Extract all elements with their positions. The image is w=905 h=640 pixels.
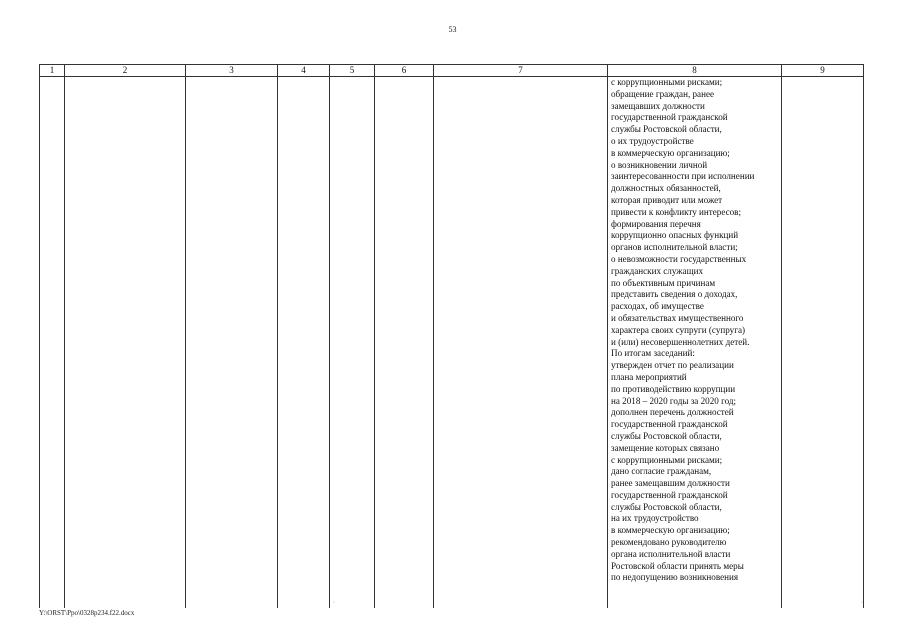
text-line: по объективным причинам xyxy=(611,277,716,288)
column-header-3: 3 xyxy=(186,65,278,77)
cell-col3 xyxy=(186,77,278,609)
cell-col9 xyxy=(782,77,864,609)
cell-col6 xyxy=(375,77,434,609)
page-number: 53 xyxy=(448,25,457,34)
text-line: характера своих супруги (супруга) xyxy=(611,324,746,335)
report-table xyxy=(39,64,864,608)
text-line: Ростовской области принять меры xyxy=(611,560,744,571)
text-line: по недопущению возникновения xyxy=(611,572,739,583)
text-line: рекомендовано руководителю xyxy=(611,537,727,548)
cell-col7 xyxy=(434,77,608,609)
cell-col5 xyxy=(330,77,375,609)
text-line: расходах, об имуществе xyxy=(611,301,704,312)
text-line: с коррупционными рисками; xyxy=(611,77,723,87)
text-line: государственной гражданской xyxy=(611,419,728,430)
text-line: привести к конфликту интересов; xyxy=(611,206,741,217)
text-line: службы Ростовской области, xyxy=(611,501,722,512)
cell-col8 xyxy=(608,77,782,609)
cell-col4 xyxy=(278,77,330,609)
text-line: государственной гражданской xyxy=(611,489,728,500)
text-line: на их трудоустройство xyxy=(611,513,699,524)
text-line: дополнен перечень должностей xyxy=(611,407,734,418)
text-line: утвержден отчет по реализации xyxy=(611,360,734,371)
column-header-8: 8 xyxy=(608,65,782,77)
text-line: дано согласие гражданам, xyxy=(611,466,712,477)
text-line: плана мероприятий xyxy=(611,371,687,382)
column-header-6: 6 xyxy=(375,65,434,77)
column-header-9: 9 xyxy=(782,65,864,77)
text-line: которая приводит или может xyxy=(611,194,723,205)
text-line: ранее замещавшим должности xyxy=(611,478,730,489)
column-header-2: 2 xyxy=(65,65,186,77)
text-line: государственной гражданской xyxy=(611,112,728,123)
text-line: на 2018 – 2020 годы за 2020 год; xyxy=(611,395,737,406)
footer-file-path: Y:\ORST\Ppo\0328p234.f22.docx xyxy=(39,609,135,617)
text-line: коррупционно опасных функций xyxy=(611,230,739,241)
column-number-row xyxy=(40,65,864,77)
column-header-1: 1 xyxy=(40,65,65,77)
text-line: с коррупционными рисками; xyxy=(611,454,723,465)
text-line: должностных обязанностей, xyxy=(611,183,721,194)
text-line: замещавших должности xyxy=(611,100,705,111)
stray-mark: · xyxy=(333,600,335,606)
text-line: и обязательствах имущественного xyxy=(611,312,744,323)
column-header-5: 5 xyxy=(330,65,375,77)
text-line: о возникновении личной xyxy=(611,159,708,170)
text-line: формирования перечня xyxy=(611,218,701,229)
text-line: По итогам заседаний: xyxy=(611,348,695,359)
text-line: службы Ростовской области, xyxy=(611,124,722,135)
text-line: в коммерческую организацию; xyxy=(611,147,730,158)
text-line: обращение граждан, ранее xyxy=(611,88,715,99)
text-line: по противодействию коррупции xyxy=(611,383,736,394)
text-line: замещение которых связано xyxy=(611,442,720,453)
cell-col1 xyxy=(40,77,65,609)
table-row xyxy=(40,77,864,609)
column-header-4: 4 xyxy=(278,65,330,77)
stray-mark: · xyxy=(861,600,863,606)
cell-col2 xyxy=(65,77,186,609)
text-line: органов исполнительной власти; xyxy=(611,242,738,253)
text-line: и (или) несовершеннолетних детей. xyxy=(611,336,750,347)
text-line: заинтересованности при исполнении xyxy=(611,171,755,182)
col8-text xyxy=(611,77,781,584)
text-line: гражданских служащих xyxy=(611,265,704,276)
column-header-7: 7 xyxy=(434,65,608,77)
text-line: о их трудоустройстве xyxy=(611,135,694,146)
text-line: представить сведения о доходах, xyxy=(611,289,738,300)
text-line: о невозможности государственных xyxy=(611,253,747,264)
text-line: службы Ростовской области, xyxy=(611,430,722,441)
text-line: в коммерческую организацию; xyxy=(611,525,730,536)
text-line: органа исполнительной власти xyxy=(611,548,731,559)
